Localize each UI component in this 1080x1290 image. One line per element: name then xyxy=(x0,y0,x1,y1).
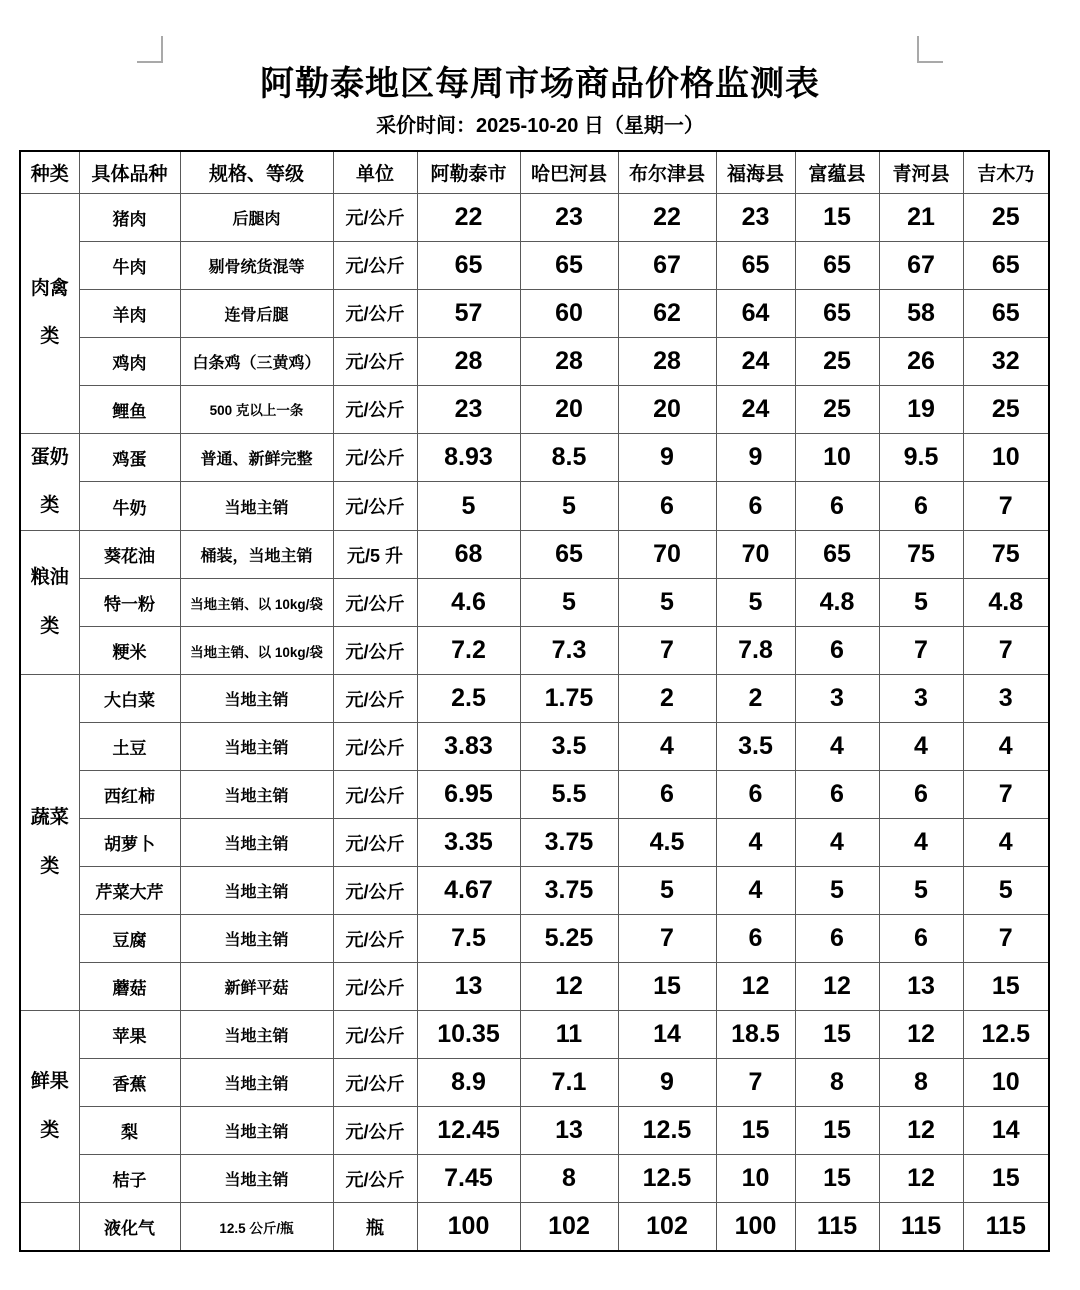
table-row xyxy=(20,723,1049,771)
price-cell: 70 xyxy=(618,531,716,579)
price-cell: 102 xyxy=(520,1203,618,1251)
price-cell: 65 xyxy=(417,241,520,289)
price-cell: 65 xyxy=(795,241,879,289)
price-cell: 6.95 xyxy=(417,771,520,819)
price-cell: 7.1 xyxy=(520,1059,618,1107)
price-cell: 4 xyxy=(879,819,963,867)
price-cell: 7.45 xyxy=(417,1155,520,1203)
category-label: 蛋奶类 xyxy=(30,446,69,516)
price-cell: 8 xyxy=(879,1059,963,1107)
page-subtitle: 采价时间：2025-10-20 日（星期一） xyxy=(376,115,704,137)
price-cell: 7.2 xyxy=(417,627,520,675)
price-cell: 24 xyxy=(716,385,795,433)
price-cell: 1.75 xyxy=(520,675,618,723)
column-header: 青河县 xyxy=(879,151,963,193)
price-cell: 9 xyxy=(716,433,795,482)
price-cell: 75 xyxy=(963,531,1049,579)
unit-cell: 元/公斤 xyxy=(333,723,417,771)
column-header: 规格、等级 xyxy=(180,151,333,193)
column-header: 阿勒泰市 xyxy=(417,151,520,193)
price-cell: 9 xyxy=(618,1059,716,1107)
price-cell: 13 xyxy=(520,1107,618,1155)
price-cell: 6 xyxy=(795,915,879,963)
spec-cell: 当地主销 xyxy=(180,1155,333,1203)
price-cell: 7.5 xyxy=(417,915,520,963)
price-cell: 25 xyxy=(795,385,879,433)
price-cell: 115 xyxy=(963,1203,1049,1251)
price-cell: 7.3 xyxy=(520,627,618,675)
price-cell: 12.45 xyxy=(417,1107,520,1155)
item-cell: 液化气 xyxy=(79,1203,180,1251)
price-cell: 5 xyxy=(520,482,618,531)
item-cell: 香蕉 xyxy=(79,1059,180,1107)
unit-cell: 元/公斤 xyxy=(333,579,417,627)
price-cell: 5.25 xyxy=(520,915,618,963)
price-cell: 3.83 xyxy=(417,723,520,771)
table-row xyxy=(20,579,1049,627)
price-cell: 8 xyxy=(795,1059,879,1107)
unit-cell: 元/公斤 xyxy=(333,915,417,963)
price-cell: 13 xyxy=(879,963,963,1011)
item-cell: 梨 xyxy=(79,1107,180,1155)
unit-cell: 元/公斤 xyxy=(333,1155,417,1203)
spec-cell: 白条鸡（三黄鸡） xyxy=(180,337,333,385)
price-cell: 32 xyxy=(963,337,1049,385)
price-cell: 64 xyxy=(716,289,795,337)
spec-cell: 当地主销 xyxy=(180,1059,333,1107)
price-cell: 15 xyxy=(795,1155,879,1203)
spec-cell: 剔骨统货混等 xyxy=(180,241,333,289)
price-cell: 70 xyxy=(716,531,795,579)
price-cell: 3.35 xyxy=(417,819,520,867)
item-cell: 桔子 xyxy=(79,1155,180,1203)
price-cell: 11 xyxy=(520,1011,618,1059)
column-header: 吉木乃 xyxy=(963,151,1049,193)
spec-cell: 当地主销、以 10kg/袋 xyxy=(180,627,333,675)
table-row xyxy=(20,482,1049,531)
unit-cell: 元/公斤 xyxy=(333,433,417,482)
price-cell: 8.5 xyxy=(520,433,618,482)
spec-cell: 普通、新鲜完整 xyxy=(180,433,333,482)
category-cell xyxy=(20,433,79,531)
spec-cell: 连骨后腿 xyxy=(180,289,333,337)
spec-cell: 当地主销 xyxy=(180,819,333,867)
price-cell: 22 xyxy=(417,193,520,241)
price-cell: 4 xyxy=(879,723,963,771)
item-cell: 土豆 xyxy=(79,723,180,771)
item-cell: 羊肉 xyxy=(79,289,180,337)
price-cell: 102 xyxy=(618,1203,716,1251)
spec-cell: 当地主销 xyxy=(180,675,333,723)
item-cell: 牛肉 xyxy=(79,241,180,289)
spec-cell: 当地主销、以 10kg/袋 xyxy=(180,579,333,627)
price-cell: 26 xyxy=(879,337,963,385)
price-cell: 4 xyxy=(795,723,879,771)
item-cell: 苹果 xyxy=(79,1011,180,1059)
price-cell: 7 xyxy=(879,627,963,675)
unit-cell: 元/公斤 xyxy=(333,1059,417,1107)
price-cell: 10 xyxy=(795,433,879,482)
price-cell: 65 xyxy=(520,241,618,289)
price-cell: 5 xyxy=(520,579,618,627)
price-cell: 15 xyxy=(618,963,716,1011)
price-cell: 7 xyxy=(618,627,716,675)
table-row xyxy=(20,1203,1049,1251)
spec-cell: 12.5 公斤/瓶 xyxy=(180,1203,333,1251)
item-cell: 芹菜大芹 xyxy=(79,867,180,915)
price-cell: 7 xyxy=(618,915,716,963)
unit-cell: 元/公斤 xyxy=(333,1011,417,1059)
price-cell: 4 xyxy=(716,867,795,915)
price-cell: 7 xyxy=(963,482,1049,531)
table-row xyxy=(20,193,1049,241)
price-cell: 7 xyxy=(963,771,1049,819)
price-cell: 20 xyxy=(520,385,618,433)
price-cell: 18.5 xyxy=(716,1011,795,1059)
spec-cell: 新鲜平菇 xyxy=(180,963,333,1011)
price-cell: 28 xyxy=(618,337,716,385)
price-cell: 65 xyxy=(963,241,1049,289)
price-cell: 24 xyxy=(716,337,795,385)
table-row xyxy=(20,385,1049,433)
price-cell: 4.8 xyxy=(963,579,1049,627)
item-cell: 豆腐 xyxy=(79,915,180,963)
table-row xyxy=(20,915,1049,963)
price-table xyxy=(19,150,1050,1252)
price-cell: 10 xyxy=(963,1059,1049,1107)
price-cell: 12 xyxy=(879,1011,963,1059)
price-cell: 25 xyxy=(795,337,879,385)
category-cell xyxy=(20,531,79,675)
price-cell: 6 xyxy=(716,482,795,531)
category-cell xyxy=(20,193,79,433)
category-label: 肉禽类 xyxy=(30,277,69,347)
price-cell: 5.5 xyxy=(520,771,618,819)
price-cell: 15 xyxy=(795,1011,879,1059)
price-cell: 5 xyxy=(879,579,963,627)
price-cell: 12.5 xyxy=(618,1155,716,1203)
price-cell: 58 xyxy=(879,289,963,337)
table-row xyxy=(20,531,1049,579)
column-header: 哈巴河县 xyxy=(520,151,618,193)
price-cell: 15 xyxy=(963,963,1049,1011)
price-cell: 21 xyxy=(879,193,963,241)
price-cell: 15 xyxy=(795,193,879,241)
price-cell: 23 xyxy=(417,385,520,433)
unit-cell: 元/公斤 xyxy=(333,241,417,289)
unit-cell: 元/公斤 xyxy=(333,193,417,241)
category-label: 粮油类 xyxy=(30,567,69,637)
category-label: 鲜果类 xyxy=(30,1071,69,1141)
price-cell: 6 xyxy=(716,771,795,819)
price-cell: 6 xyxy=(879,771,963,819)
price-cell: 6 xyxy=(716,915,795,963)
spec-cell: 当地主销 xyxy=(180,723,333,771)
unit-cell: 元/公斤 xyxy=(333,771,417,819)
price-cell: 4 xyxy=(795,819,879,867)
price-cell: 12 xyxy=(795,963,879,1011)
spec-cell: 500 克以上一条 xyxy=(180,385,333,433)
price-cell: 23 xyxy=(716,193,795,241)
price-cell: 67 xyxy=(618,241,716,289)
table-row xyxy=(20,963,1049,1011)
price-cell: 9.5 xyxy=(879,433,963,482)
price-cell: 3 xyxy=(795,675,879,723)
price-cell: 67 xyxy=(879,241,963,289)
price-cell: 4.67 xyxy=(417,867,520,915)
category-cell xyxy=(20,1011,79,1203)
item-cell: 葵花油 xyxy=(79,531,180,579)
price-cell: 9 xyxy=(618,433,716,482)
price-cell: 75 xyxy=(879,531,963,579)
table-row xyxy=(20,819,1049,867)
price-cell: 6 xyxy=(618,771,716,819)
price-cell: 5 xyxy=(716,579,795,627)
price-cell: 2 xyxy=(618,675,716,723)
price-cell: 12.5 xyxy=(963,1011,1049,1059)
category-cell xyxy=(20,1203,79,1251)
price-cell: 15 xyxy=(795,1107,879,1155)
price-cell: 65 xyxy=(795,531,879,579)
price-cell: 100 xyxy=(417,1203,520,1251)
price-cell: 65 xyxy=(963,289,1049,337)
price-cell: 2 xyxy=(716,675,795,723)
price-cell: 100 xyxy=(716,1203,795,1251)
item-cell: 牛奶 xyxy=(79,482,180,531)
item-cell: 鸡肉 xyxy=(79,337,180,385)
price-cell: 5 xyxy=(618,579,716,627)
price-cell: 10 xyxy=(716,1155,795,1203)
price-cell: 14 xyxy=(618,1011,716,1059)
unit-cell: 元/公斤 xyxy=(333,627,417,675)
table-body xyxy=(20,193,1049,1251)
price-cell: 5 xyxy=(879,867,963,915)
table-row xyxy=(20,1011,1049,1059)
table-row xyxy=(20,1059,1049,1107)
price-cell: 3.5 xyxy=(520,723,618,771)
table-row xyxy=(20,337,1049,385)
price-cell: 65 xyxy=(520,531,618,579)
price-cell: 4 xyxy=(963,819,1049,867)
price-cell: 12 xyxy=(879,1107,963,1155)
price-cell: 6 xyxy=(618,482,716,531)
item-cell: 鸡蛋 xyxy=(79,433,180,482)
item-cell: 猪肉 xyxy=(79,193,180,241)
table-row xyxy=(20,627,1049,675)
price-cell: 65 xyxy=(795,289,879,337)
price-cell: 8.9 xyxy=(417,1059,520,1107)
column-header: 具体品种 xyxy=(79,151,180,193)
price-cell: 4.6 xyxy=(417,579,520,627)
item-cell: 粳米 xyxy=(79,627,180,675)
unit-cell: 元/公斤 xyxy=(333,337,417,385)
spec-cell: 后腿肉 xyxy=(180,193,333,241)
table-row xyxy=(20,675,1049,723)
price-cell: 28 xyxy=(520,337,618,385)
price-cell: 6 xyxy=(879,915,963,963)
item-cell: 大白菜 xyxy=(79,675,180,723)
column-header: 福海县 xyxy=(716,151,795,193)
column-header: 布尔津县 xyxy=(618,151,716,193)
price-cell: 4 xyxy=(963,723,1049,771)
price-cell: 6 xyxy=(795,771,879,819)
price-cell: 3 xyxy=(879,675,963,723)
price-cell: 12 xyxy=(716,963,795,1011)
spec-cell: 当地主销 xyxy=(180,867,333,915)
price-cell: 57 xyxy=(417,289,520,337)
price-cell: 5 xyxy=(963,867,1049,915)
column-header: 种类 xyxy=(20,151,79,193)
unit-cell: 元/公斤 xyxy=(333,289,417,337)
item-cell: 蘑菇 xyxy=(79,963,180,1011)
price-cell: 4 xyxy=(716,819,795,867)
price-cell: 5 xyxy=(417,482,520,531)
column-header: 富蕴县 xyxy=(795,151,879,193)
unit-cell: 元/公斤 xyxy=(333,482,417,531)
table-row xyxy=(20,1107,1049,1155)
spec-cell: 当地主销 xyxy=(180,1011,333,1059)
price-cell: 6 xyxy=(795,627,879,675)
unit-cell: 元/公斤 xyxy=(333,867,417,915)
table-row xyxy=(20,1155,1049,1203)
unit-cell: 元/公斤 xyxy=(333,1107,417,1155)
table-header xyxy=(20,151,1049,193)
price-cell: 13 xyxy=(417,963,520,1011)
price-cell: 6 xyxy=(879,482,963,531)
price-cell: 15 xyxy=(963,1155,1049,1203)
price-cell: 25 xyxy=(963,385,1049,433)
price-cell: 6 xyxy=(795,482,879,531)
price-cell: 4 xyxy=(618,723,716,771)
price-cell: 115 xyxy=(879,1203,963,1251)
category-label: 蔬菜类 xyxy=(30,807,69,877)
price-cell: 62 xyxy=(618,289,716,337)
price-cell: 4.5 xyxy=(618,819,716,867)
price-cell: 65 xyxy=(716,241,795,289)
price-cell: 5 xyxy=(795,867,879,915)
price-cell: 8 xyxy=(520,1155,618,1203)
spec-cell: 当地主销 xyxy=(180,1107,333,1155)
table-row xyxy=(20,867,1049,915)
item-cell: 西红柿 xyxy=(79,771,180,819)
price-cell: 115 xyxy=(795,1203,879,1251)
price-cell: 7 xyxy=(963,627,1049,675)
table-row xyxy=(20,433,1049,482)
price-cell: 5 xyxy=(618,867,716,915)
column-header: 单位 xyxy=(333,151,417,193)
price-cell: 14 xyxy=(963,1107,1049,1155)
price-cell: 3.75 xyxy=(520,867,618,915)
unit-cell: 瓶 xyxy=(333,1203,417,1251)
table-header-row xyxy=(20,151,1049,193)
unit-cell: 元/公斤 xyxy=(333,819,417,867)
price-cell: 12 xyxy=(879,1155,963,1203)
spec-cell: 当地主销 xyxy=(180,482,333,531)
unit-cell: 元/公斤 xyxy=(333,385,417,433)
item-cell: 鲤鱼 xyxy=(79,385,180,433)
price-cell: 19 xyxy=(879,385,963,433)
price-cell: 60 xyxy=(520,289,618,337)
table-row xyxy=(20,289,1049,337)
price-cell: 3 xyxy=(963,675,1049,723)
price-cell: 3.5 xyxy=(716,723,795,771)
table-row xyxy=(20,241,1049,289)
price-cell: 12 xyxy=(520,963,618,1011)
spec-cell: 当地主销 xyxy=(180,771,333,819)
price-cell: 15 xyxy=(716,1107,795,1155)
item-cell: 特一粉 xyxy=(79,579,180,627)
item-cell: 胡萝卜 xyxy=(79,819,180,867)
spec-cell: 当地主销 xyxy=(180,915,333,963)
price-cell: 4.8 xyxy=(795,579,879,627)
price-cell: 7 xyxy=(716,1059,795,1107)
price-cell: 10.35 xyxy=(417,1011,520,1059)
page-title: 阿勒泰地区每周市场商品价格监测表 xyxy=(260,65,820,103)
price-cell: 25 xyxy=(963,193,1049,241)
price-cell: 22 xyxy=(618,193,716,241)
price-cell: 10 xyxy=(963,433,1049,482)
table-row xyxy=(20,771,1049,819)
spec-cell: 桶装，当地主销 xyxy=(180,531,333,579)
price-cell: 23 xyxy=(520,193,618,241)
category-cell xyxy=(20,675,79,1011)
price-cell: 68 xyxy=(417,531,520,579)
unit-cell: 元/5 升 xyxy=(333,531,417,579)
price-cell: 7 xyxy=(963,915,1049,963)
price-cell: 3.75 xyxy=(520,819,618,867)
price-cell: 7.8 xyxy=(716,627,795,675)
price-cell: 8.93 xyxy=(417,433,520,482)
price-cell: 12.5 xyxy=(618,1107,716,1155)
unit-cell: 元/公斤 xyxy=(333,963,417,1011)
price-cell: 28 xyxy=(417,337,520,385)
price-cell: 20 xyxy=(618,385,716,433)
price-cell: 2.5 xyxy=(417,675,520,723)
unit-cell: 元/公斤 xyxy=(333,675,417,723)
